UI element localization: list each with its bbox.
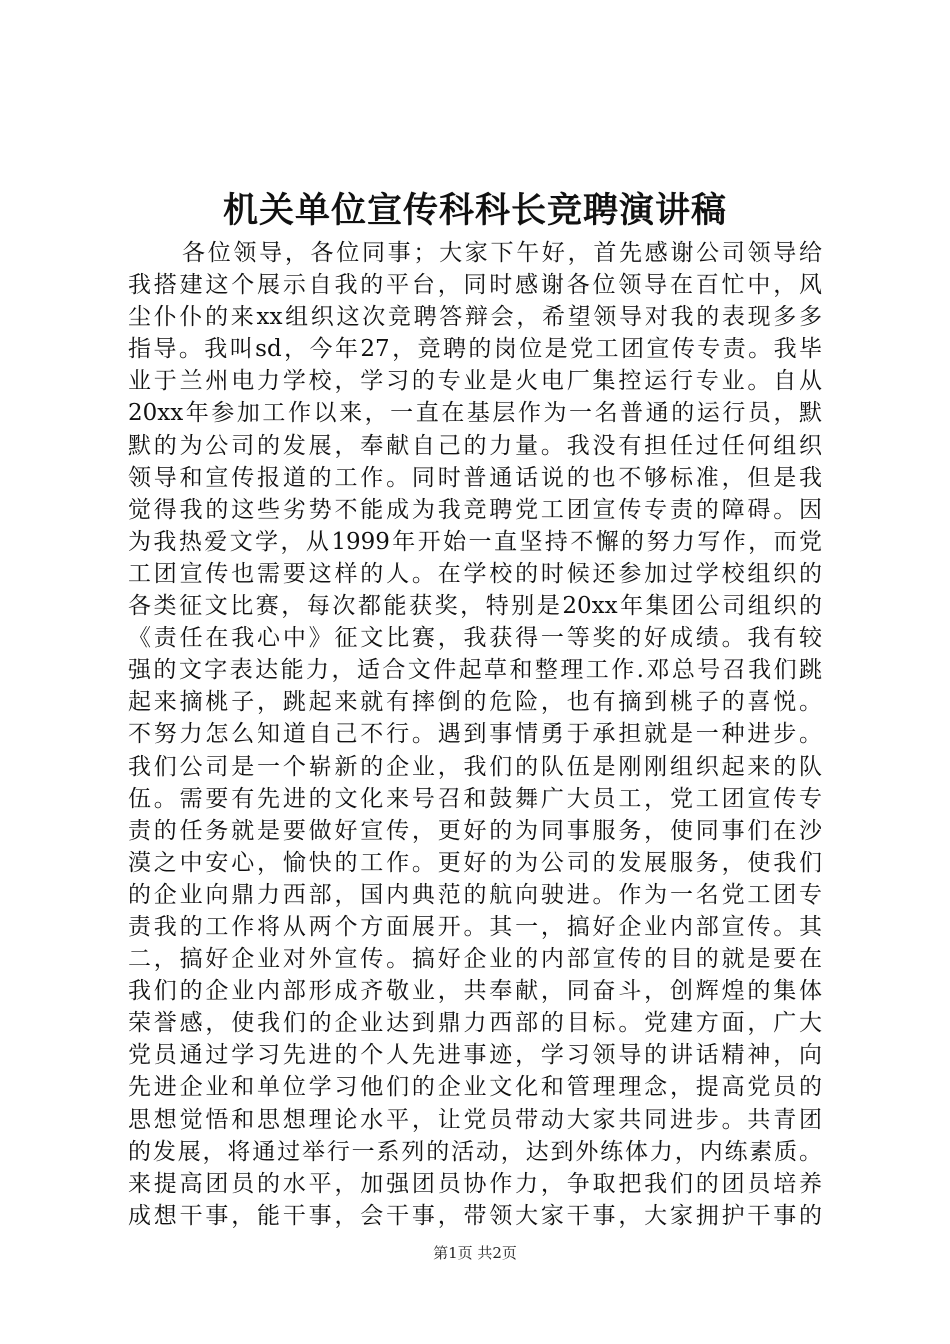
body-text [128,237,822,1232]
text-line: 领导和宣传报道的工作。同时普通话说的也不够标准，但是我 [128,464,822,491]
text-line: 尘仆仆的来xx组织这次竞聘答辩会，希望领导对我的表现多多 [128,304,822,331]
document-title: 机关单位宣传科科长竞聘演讲稿 [222,190,727,231]
text-line: 各类征文比赛，每次都能获奖，特别是20xx年集团公司组织的 [128,593,822,620]
text-line: 我搭建这个展示自我的平台，同时感谢各位领导在百忙中，风 [128,272,822,299]
text-line: 为我热爱文学，从1999年开始一直坚持不懈的努力写作，而党 [128,528,822,555]
text-line: 的发展，将通过举行一系列的活动，达到外练体力，内练素质。 [128,1138,822,1165]
text-line: 不努力怎么知道自己不行。遇到事情勇于承担就是一种进步。 [128,721,822,748]
text-line: 觉得我的这些劣势不能成为我竞聘党工团宣传专责的障碍。因 [128,496,822,523]
text-line: 荣誉感，使我们的企业达到鼎力西部的目标。党建方面，广大 [128,1010,822,1037]
text-line: 责的任务就是要做好宣传，更好的为同事服务，使同事们在沙 [128,817,822,844]
text-line: 先进企业和单位学习他们的企业文化和管理理念，提高党员的 [128,1074,822,1101]
text-line: 指导。我叫sd，今年27，竞聘的岗位是党工团宣传专责。我毕 [128,336,822,363]
page-number: 第1页 共2页 [433,1244,517,1262]
text-line: 20xx年参加工作以来，一直在基层作为一名普通的运行员，默 [128,400,822,427]
text-line: 业于兰州电力学校，学习的专业是火电厂集控运行专业。自从 [128,368,822,395]
text-line: 思想觉悟和思想理论水平，让党员带动大家共同进步。共青团 [128,1106,822,1133]
text-line: 各位领导，各位同事；大家下午好，首先感谢公司领导给 [182,240,822,266]
text-line: 工团宣传也需要这样的人。在学校的时候还参加过学校组织的 [128,560,822,587]
text-line: 的企业向鼎力西部，国内典范的航向驶进。作为一名党工团专 [128,881,822,908]
text-line: 默的为公司的发展，奉献自己的力量。我没有担任过任何组织 [128,432,822,459]
text-line: 我们公司是一个崭新的企业，我们的队伍是刚刚组织起来的队 [128,753,822,780]
text-line: 强的文字表达能力，适合文件起草和整理工作.邓总号召我们跳 [128,657,822,684]
text-line: 漠之中安心，愉快的工作。更好的为公司的发展服务，使我们 [128,849,822,876]
text-line: 伍。需要有先进的文化来号召和鼓舞广大员工，党工团宣传专 [128,785,822,812]
text-line: 二，搞好企业对外宣传。搞好企业的内部宣传的目的就是要在 [128,946,822,973]
text-line: 我们的企业内部形成齐敬业，共奉献，同奋斗，创辉煌的集体 [128,978,822,1005]
text-line: 成想干事，能干事，会干事，带领大家干事，大家拥护干事的 [128,1202,822,1229]
text-line: 党员通过学习先进的个人先进事迹，学习领导的讲话精神，向 [128,1042,822,1069]
text-line: 责我的工作将从两个方面展开。其一，搞好企业内部宣传。其 [128,913,822,940]
text-line: 来提高团员的水平，加强团员协作力，争取把我们的团员培养 [128,1170,822,1197]
text-line: 《责任在我心中》征文比赛，我获得一等奖的好成绩。我有较 [128,625,822,652]
text-line: 起来摘桃子，跳起来就有摔倒的危险，也有摘到桃子的喜悦。 [128,689,822,716]
